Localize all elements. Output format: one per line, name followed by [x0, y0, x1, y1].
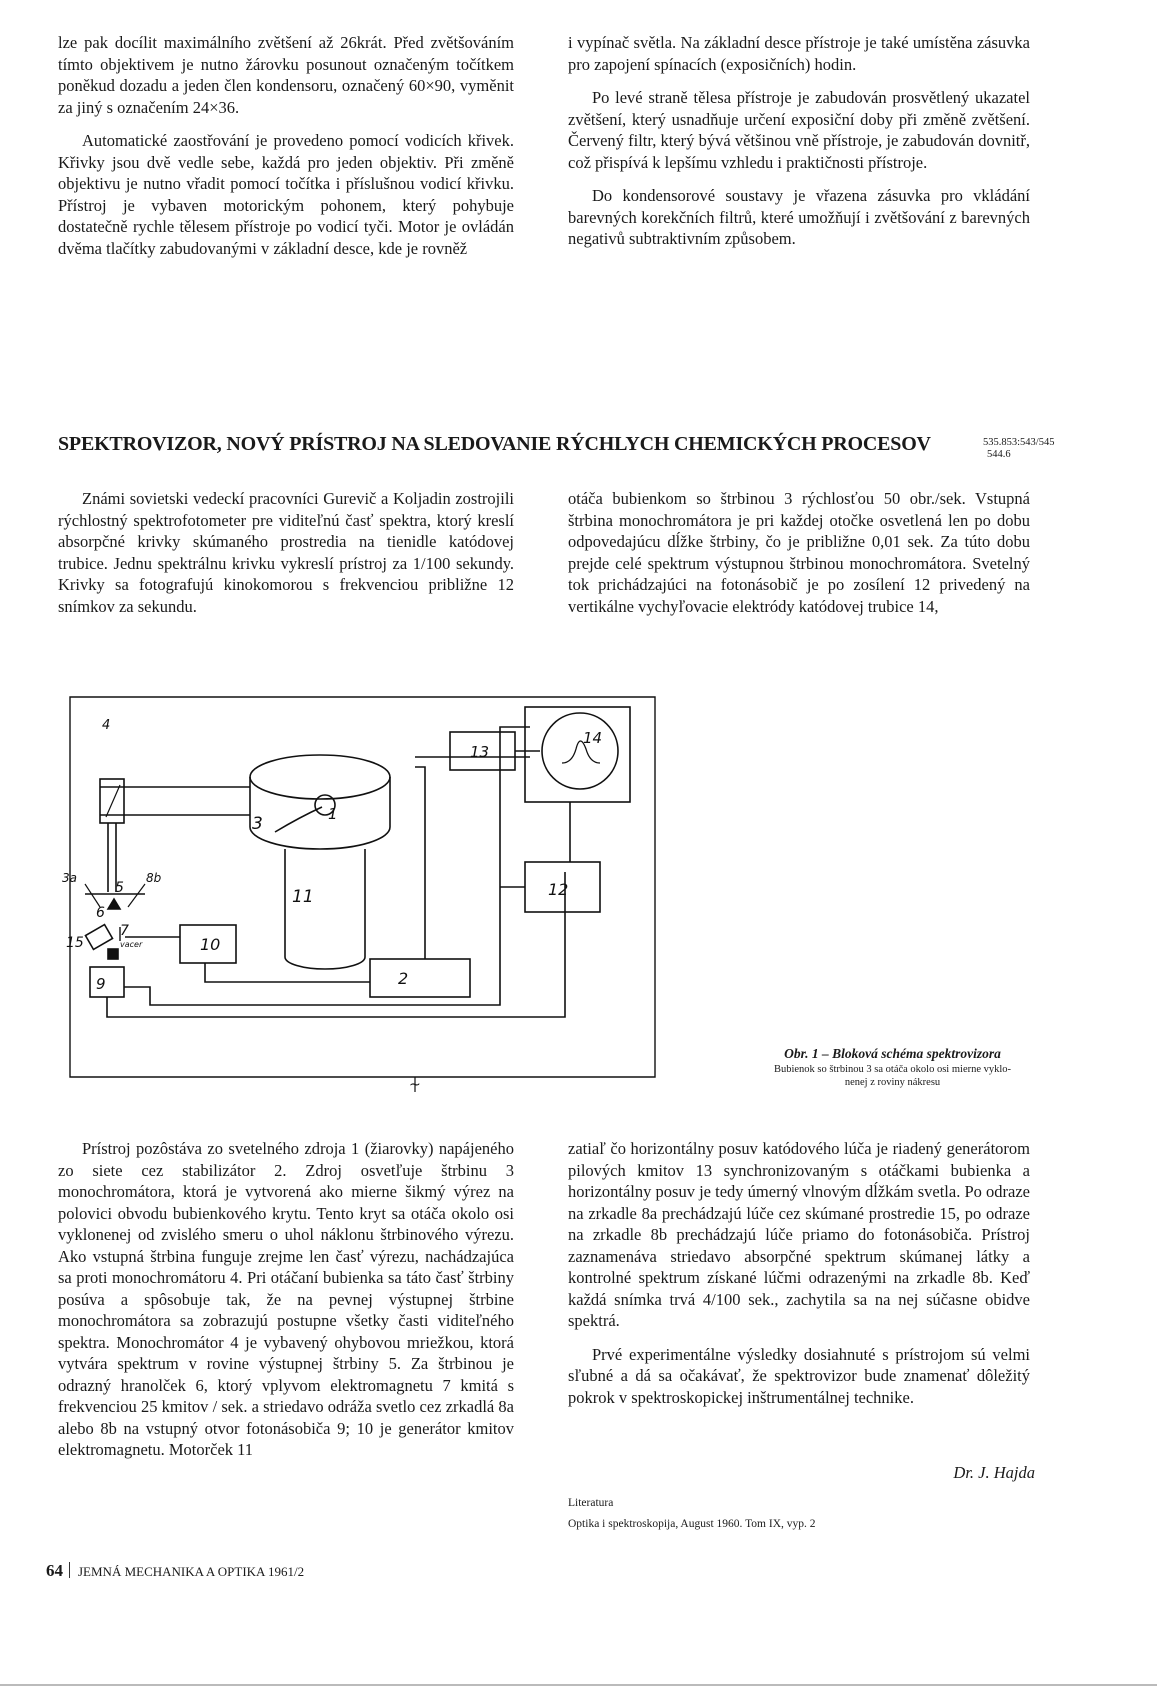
caption-text-line: nenej z roviny nákresu: [844, 1077, 941, 1088]
udc-line: 544.6: [987, 449, 1011, 460]
literature-item: Optika i spektroskopija, August 1960. Tom IX, vyp. 2: [568, 1518, 816, 1530]
top-right-paragraph: i vypínač světla. Na základní desce přístroje je také umístěna zásuvka pro zapojení spínacích (exposičních) hodin.: [568, 33, 1030, 74]
body-left-column: [58, 1138, 514, 1473]
label-11: 11: [292, 887, 314, 907]
label-15: 15: [66, 935, 84, 951]
literature-heading: Literatura: [568, 1497, 614, 1509]
intro-left-paragraph: Známi sovietski vedeckí pracovníci Gurevič a Koljadin zostrojili rýchlostný spektrofotometer pre viditeľnú časť spektra, ktorý kreslí absorpčné krivky skúmaného prostredia na tienidle katódovej trubice. Jednu spektrálnu krivku vykreslí prístroj za 1/100 sekundy. Krivky sa fotografujú kinokomorou s frekvenciou približne 12 snímkov za sekundu.: [58, 489, 514, 616]
top-right-paragraph: Po levé straně tělesa přístroje je zabudován prosvětlený ukazatel zvětšení, který usnadňuje určení exposiční doby při změně zvětšení. Červený filtr, který bývá většinou vně přístroje, je zabudován dovnitř, což přispívá k lepšímu vzhledu i praktičnosti přístroje.: [568, 88, 1030, 172]
udc-line: 535.853:543/545: [983, 437, 1055, 448]
label-6: 6: [96, 905, 105, 921]
label-7: 7: [120, 923, 129, 939]
top-left-paragraph: Automatické zaostřování je provedeno pomocí vodicích křivek. Křivky jsou dvě vedle sebe, každá pro jeden objektiv. Při změně objektivu je nutno vřadit pomocí točítka i příslušnou vodicí křivku. Přístroj je vybaven motorickým pohonem, který pohybuje dostatečně rychle tělesem přístroje po vodicí tyči. Motor je ovládán dvěma tlačítky zabudovanými v základní desce, kde je rovněž: [58, 131, 514, 258]
caption-title: Obr. 1 – Bloková schéma spektrovizora: [784, 1046, 1001, 1061]
label-13: 13: [470, 743, 490, 761]
top-right-column: [568, 32, 1030, 262]
crt-14: [542, 713, 618, 789]
top-left-paragraph: lze pak docílit maximálního zvětšení až 26krát. Před zvětšováním tímto objektivem je nutno žárovku posunout označeným točítkem poněkud dozadu a jeden člen kondensoru, označený 60×90, vyměnit za jiný s označením 24×36.: [58, 33, 514, 117]
monochromator-beam: [100, 787, 250, 815]
prism-6: [108, 899, 120, 909]
crt-frame: [525, 707, 630, 802]
label-mains: ~: [409, 1077, 421, 1093]
motor-11: [285, 849, 365, 969]
intro-right-paragraph: otáča bubienkom so štrbinou 3 rýchlosťou 50 obr./sek. Vstupná štrbina monochromátora je pri každej otočke osvetlená len po dobu odpovedajúcu dĺžke štrbiny, čo je približne 0,01 sek. Za túto dobu prejde celé spektrum výstupnou štrbinou monochromátora. Svetelný tok prichádzajúci na fotonásobič je po zosílení 12 privedený na vertikálne vychyľovacie elektródy katódovej trubice 14,: [568, 489, 1030, 616]
author-signature: Dr. J. Hajda: [953, 1463, 1035, 1482]
body-right-paragraph: Prvé experimentálne výsledky dosiahnuté s prístrojom sú velmi sľubné a dá sa očakávať, že spektrovizor bude znamenať dôležitý pokrok v spektroskopickej inštrumentálnej technike.: [568, 1344, 1030, 1407]
article-title: SPEKTROVIZOR, NOVÝ PRÍSTROJ NA SLEDOVANIE RÝCHLYCH CHEMICKÝCH PROCESOV: [58, 433, 931, 455]
scan-edge: [0, 1684, 1157, 1686]
label-9: 9: [96, 975, 106, 993]
label-10: 10: [200, 935, 221, 954]
label-8a: 3a: [62, 871, 77, 885]
stabilizer-2: [370, 959, 470, 997]
label-5: 5: [115, 880, 124, 896]
label-3: 3: [252, 814, 263, 834]
block-diagram: [62, 697, 660, 1093]
top-right-paragraph: Do kondensorové soustavy je vřazena zásuvka pro vkládání barevných korekčních filtrů, které umožňují i zvětšování z barevných negativů subtraktivním způsobem.: [568, 186, 1030, 248]
intro-left-column: [58, 488, 514, 629]
figure-caption: [720, 1045, 1065, 1089]
udc-classification: [983, 437, 1063, 461]
label-2: 2: [398, 969, 409, 988]
label-14: 14: [583, 729, 603, 747]
label-1: 1: [328, 805, 338, 823]
label-4: 4: [102, 718, 111, 733]
body-right-paragraph: zatiaľ čo horizontálny posuv katódového lúča je riadený generátorom pilových kmitov 13 synchronizovaným s otáčkami bubienka a horizontálny posuv je tedy úmerný vlnovým dĺžkám svetla. Po odraze na zrkadle 8a prechádzajú lúče cez skúmané prostredie 15, po odraze na zrkadle 8b prechádzajú lúče priamo do fotonásobiča. Prístroj zaznamenáva striedavo absorpčné spektrum skúmanej látky a kontrolné spektrum získané lúčmi odrazenými na zrkadle 8b. Keď každá snímka trvá 4/100 sek., zachytila sa na nej súčasne obidve spektrá.: [568, 1139, 1030, 1330]
top-left-column: [58, 32, 514, 271]
intro-right-column: [568, 488, 1030, 629]
journal-name: JEMNÁ MECHANIKA A OPTIKA 1961/2: [78, 1564, 305, 1579]
label-vacuum: vacer: [120, 940, 143, 949]
sample-15: [85, 925, 112, 950]
footer-divider: [69, 1562, 70, 1578]
caption-text-line: Bubienok so štrbinou 3 sa otáča okolo osi mierne vyklo-: [773, 1064, 1012, 1075]
slit-3: [275, 807, 322, 832]
body-right-column: [568, 1138, 1030, 1420]
page-footer: [46, 1561, 304, 1581]
drum-top: [250, 755, 390, 799]
monochromator-4: [100, 779, 124, 823]
body-left-paragraph: Prístroj pozôstáva zo svetelného zdroja 1 (žiarovky) napájeného zo siete cez stabilizátor 2. Zdroj osvetľuje štrbinu 3 monochromátora, ktorá je vytvorená ako mierne šikmý výrez na polovici obvodu bubienkového krytu. Tento kryt sa otáča okolo osi vyklonenej od zvislého smeru o uhol náklonu štrbinového výrezu. Ako vstupná štrbina funguje zrejme len časť výrezu, nachádzajúca sa proti monochromátoru 4. Pri otáčaní bubienka sa táto časť štrbiny posúva a spôsobuje tak, že na pevnej výstupnej štrbine monochromátora sa zobrazujú postupne všetky časti viditeľného spektra. Monochromátor 4 je vybavený ohybovou mriežkou, ktorá vytvára spektrum v rovine výstupnej štrbiny 5. Za štrbinou je odrazný hranolček 6, ktorý vplyvom elektromagnetu 7 kmitá s frekvenciou 25 kmitov / sek. a striedavo odráža svetlo cez zrkadlá 8a alebo 8b na vstupný otvor fotonásobiča 9; 10 je generátor kmitov elektromagnetu. Motorček 11: [58, 1139, 514, 1459]
label-8b: 8b: [146, 871, 162, 885]
label-12: 12: [548, 880, 569, 899]
page-number: 64: [46, 1561, 63, 1580]
